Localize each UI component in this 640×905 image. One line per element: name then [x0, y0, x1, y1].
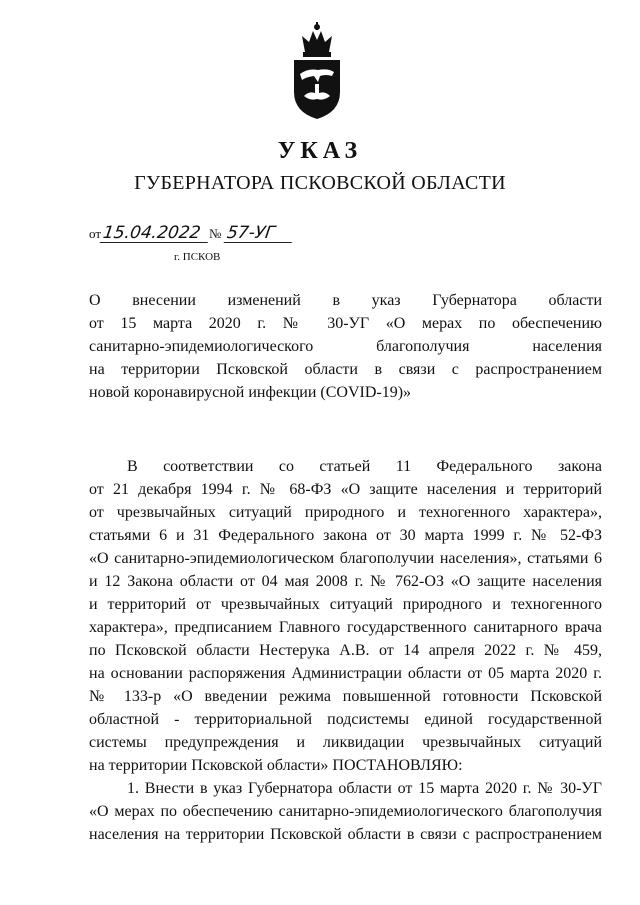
body-line: и 12 Закона области от 04 мая 2008 г. № 762-ОЗ «О защите населения [89, 573, 602, 590]
number-prefix: № [209, 226, 222, 241]
subject-block [89, 289, 602, 404]
body-line: от чрезвычайных ситуаций природного и техногенного характера», [89, 504, 602, 521]
body-line: «О мерах по обеспечению санитарно-эпидемиологического благополучия [89, 803, 602, 820]
body-text [89, 455, 602, 846]
body-line: по Псковской области Нестерука А.В. от 14 апреля 2022 г. № 459, [89, 642, 602, 659]
document-title: УКАЗ [277, 138, 363, 164]
body-line: характера», предписанием Главного государственного санитарного врача [89, 619, 602, 636]
handwritten-number: 57-УГ [224, 224, 295, 243]
body-line: областной - территориальной подсистемы единой государственной [89, 711, 602, 728]
subject-line: новой коронавирусной инфекции (COVID-19)» [89, 384, 412, 401]
subject-line: О внесении изменений в указ Губернатора области [89, 292, 602, 309]
subject-line: от 15 марта 2020 г. № 30-УГ «О мерах по обеспечению [89, 315, 602, 332]
date-prefix: от [89, 226, 102, 241]
body-line: № 133-р «О введении режима повышенной готовности Псковской [89, 688, 602, 705]
body-line: населения на территории Псковской области в связи с распространением [89, 826, 602, 843]
body-line: В соответствии со статьей 11 Федерального закона [127, 458, 602, 475]
body-line: «О санитарно-эпидемиологическом благополучии населения», статьями 6 [89, 550, 602, 567]
date-number-line [89, 224, 293, 248]
body-line: и территорий от чрезвычайных ситуаций природного и техногенного [89, 596, 602, 613]
body-line: статьями 6 и 31 Федерального закона от 30 марта 1999 г. № 52-ФЗ [89, 527, 602, 544]
coat-of-arms-emblem [288, 22, 346, 120]
handwritten-date: 15.04.2022 [100, 224, 211, 243]
body-line: на территории Псковской области» ПОСТАНОВЛЯЮ: [89, 757, 463, 774]
body-line: от 21 декабря 1994 г. № 68-ФЗ «О защите населения и территорий [89, 481, 602, 498]
body-line: системы предупреждения и ликвидации чрезвычайных ситуаций [89, 734, 602, 751]
body-line: 1. Внести в указ Губернатора области от 15 марта 2020 г. № 30-УГ [127, 780, 602, 797]
subject-line: санитарно-эпидемиологического благополучия населения [89, 338, 602, 355]
city-label: г. ПСКОВ [174, 251, 221, 263]
subject-line: на территории Псковской области в связи с распространением [89, 361, 602, 378]
body-line: на основании распоряжения Администрации области от 05 марта 2020 г. [89, 665, 602, 682]
document-subtitle: ГУБЕРНАТОРА ПСКОВСКОЙ ОБЛАСТИ [134, 172, 506, 194]
